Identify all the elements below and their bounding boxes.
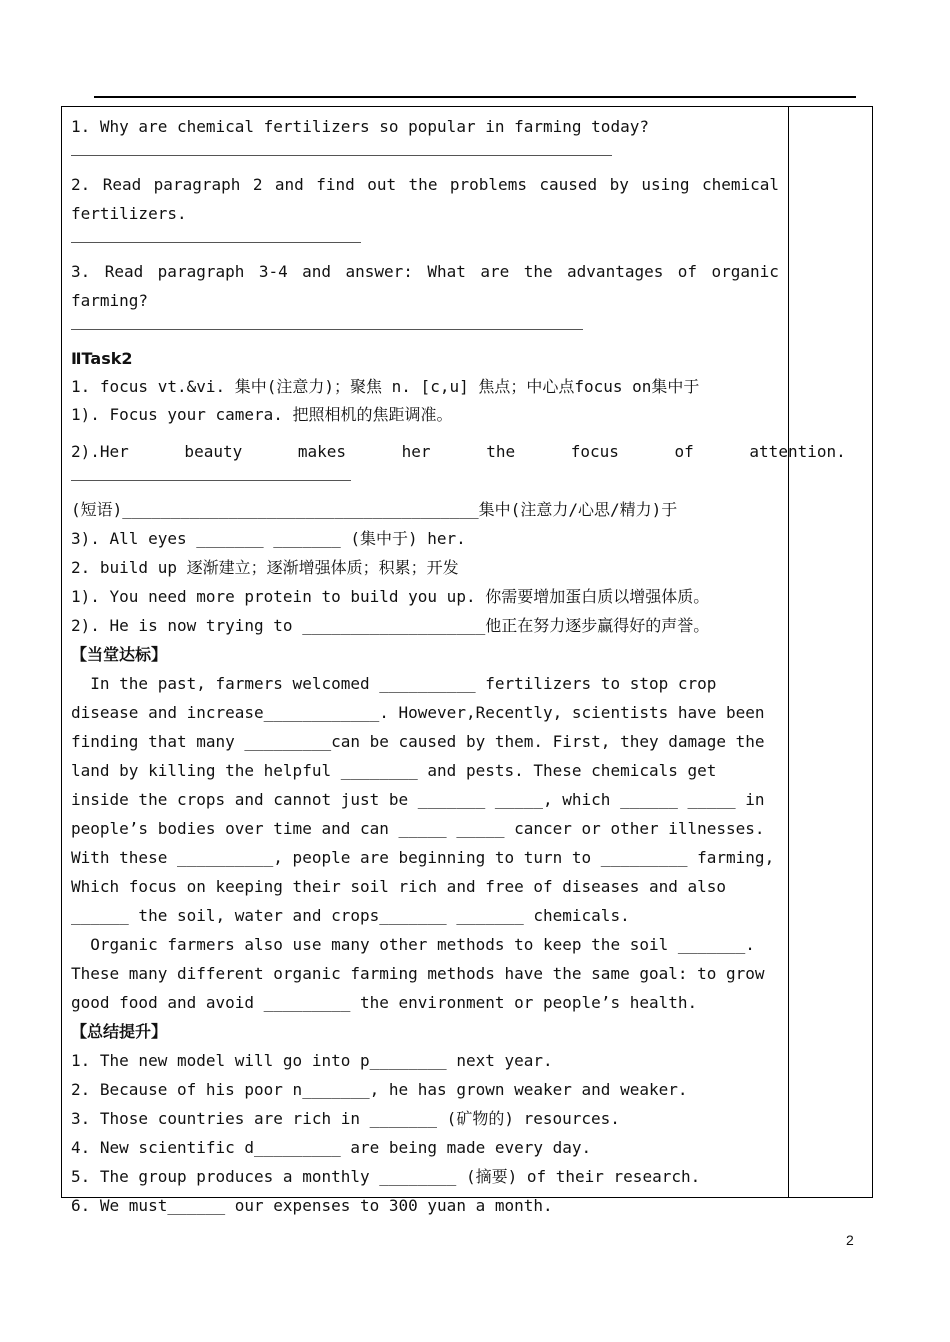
practice-line: With these __________, people are beginning to turn to _________ farming,	[71, 848, 775, 867]
summary-item: 5. The group produces a monthly ________ (摘要) of their research.	[71, 1167, 701, 1186]
page-number: 2	[846, 1232, 854, 1248]
focus-example-2: 2).Her beauty makes her the focus of attention.	[71, 442, 846, 461]
focus-definition: 1. focus vt.&vi. 集中(注意力)；聚焦 n. [c,u] 焦点；中心点focus on集中于	[71, 377, 700, 396]
focus-phrase-line: (短语)_____________________________________集中(注意力/心思/精力)于	[71, 500, 678, 519]
practice-line: In the past, farmers welcomed __________ fertilizers to stop crop	[71, 674, 717, 693]
task2-heading: ⅡTask2	[71, 349, 133, 368]
practice-line: These many different organic farming methods have the same goal: to grow	[71, 964, 765, 983]
answer-line-1	[71, 141, 612, 156]
focus-example-1: 1). Focus your camera. 把照相机的焦距调准。	[71, 405, 453, 424]
build-up-definition: 2. build up 逐渐建立；逐渐增强体质；积累；开发	[71, 558, 459, 577]
question-2-line-1: 2. Read paragraph 2 and find out the problems caused by using chemical	[71, 175, 779, 194]
practice-passage	[71, 669, 779, 1017]
question-3-line-2: farming?	[71, 291, 149, 310]
worksheet-content	[71, 112, 846, 1220]
summary-item: 6. We must______ our expenses to 300 yuan a month.	[71, 1196, 553, 1215]
answer-line-2	[71, 228, 361, 243]
summary-item: 4. New scientific d_________ are being made every day.	[71, 1138, 592, 1157]
summary-item: 1. The new model will go into p________ next year.	[71, 1051, 553, 1070]
practice-line: disease and increase____________. However,Recently, scientists have been	[71, 703, 765, 722]
summary-list	[71, 1046, 779, 1220]
practice-heading: 【当堂达标】	[71, 645, 168, 664]
practice-line: good food and avoid _________ the environment or people’s health.	[71, 993, 698, 1012]
focus-example-3: 3). All eyes _______ _______ (集中于) her.	[71, 529, 466, 548]
practice-line: land by killing the helpful ________ and pests. These chemicals get	[71, 761, 717, 780]
build-up-example-2: 2). He is now trying to ___________________他正在努力逐步赢得好的声誉。	[71, 616, 710, 635]
practice-line: finding that many _________can be caused by them. First, they damage the	[71, 732, 765, 751]
notes-column-divider	[788, 106, 789, 1198]
question-2-line-2: fertilizers.	[71, 204, 187, 223]
practice-line: inside the crops and cannot just be _______ _____, which ______ _____ in	[71, 790, 765, 809]
header-rule	[94, 96, 856, 98]
summary-heading: 【总结提升】	[71, 1022, 168, 1041]
practice-line: ______ the soil, water and crops_______ _______ chemicals.	[71, 906, 630, 925]
question-3-line-1: 3. Read paragraph 3-4 and answer: What are the advantages of organic	[71, 262, 779, 281]
practice-line: people’s bodies over time and can _____ _____ cancer or other illnesses.	[71, 819, 765, 838]
question-1: 1. Why are chemical fertilizers so popular in farming today?	[71, 117, 649, 136]
summary-item: 2. Because of his poor n_______, he has grown weaker and weaker.	[71, 1080, 688, 1099]
summary-item: 3. Those countries are rich in _______ (矿物的) resources.	[71, 1109, 620, 1128]
practice-line: Which focus on keeping their soil rich and free of diseases and also	[71, 877, 727, 896]
practice-line: Organic farmers also use many other methods to keep the soil _______.	[71, 935, 755, 954]
build-up-example-1: 1). You need more protein to build you up. 你需要增加蛋白质以增强体质。	[71, 587, 710, 606]
answer-line-3	[71, 315, 583, 330]
answer-line-focus	[71, 466, 351, 481]
